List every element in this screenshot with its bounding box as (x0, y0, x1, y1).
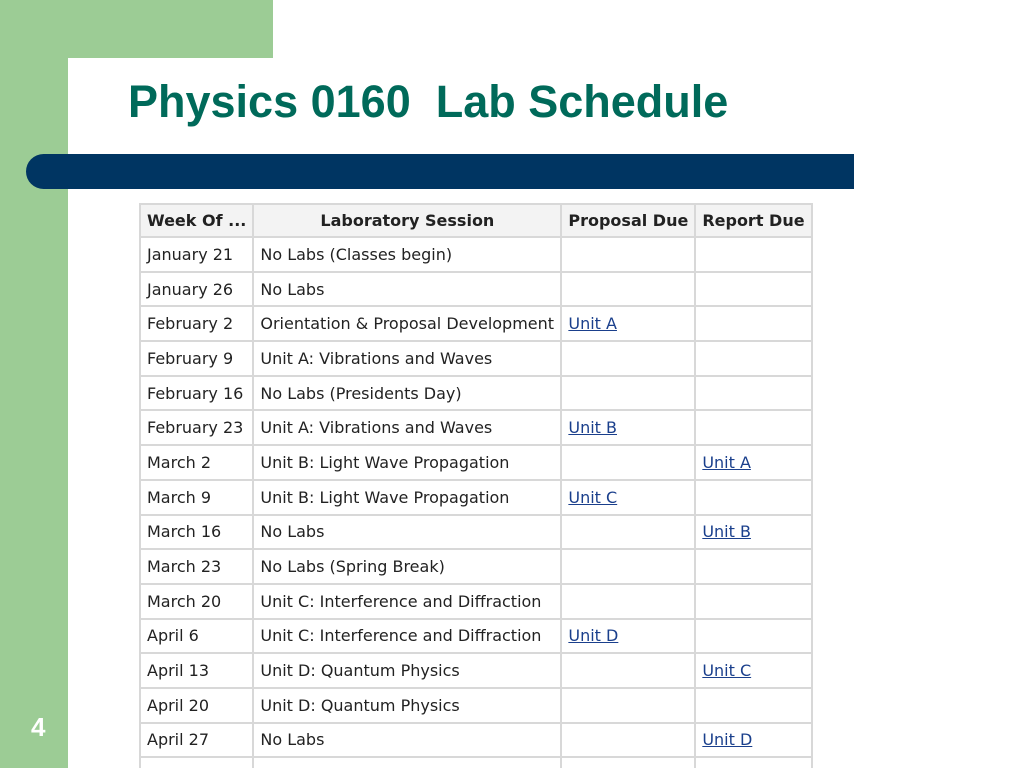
table-row (141, 724, 811, 757)
cell-proposal-due (562, 238, 694, 271)
table-row (141, 446, 811, 479)
cell-session: Unit C: Interference and Diffraction (254, 585, 560, 618)
cell-week: February 2 (141, 307, 252, 340)
cell-proposal-due (562, 516, 694, 549)
cell-report-due (696, 342, 810, 375)
cell-week: January 21 (141, 238, 252, 271)
cell-session: Unit B: Light Wave Propagation (254, 481, 560, 514)
table-row (141, 307, 811, 340)
cell-session: Unit A: Vibrations and Waves (254, 342, 560, 375)
cell-session: No Labs (Classes begin) (254, 238, 560, 271)
cell-session: Unit D: Quantum Physics (254, 654, 560, 687)
table-row (141, 550, 811, 583)
report-link[interactable]: Unit A (702, 452, 751, 472)
cell-session: Orientation & Proposal Development (254, 307, 560, 340)
cell-week: April 13 (141, 654, 252, 687)
cell-week: February 23 (141, 411, 252, 444)
cell-session: Unit D: Quantum Physics (254, 689, 560, 722)
table-row (141, 689, 811, 722)
table-row (141, 758, 811, 768)
cell-report-due (696, 689, 810, 722)
cell-proposal-due (562, 620, 694, 653)
table-row (141, 585, 811, 618)
cell-report-due (696, 238, 810, 271)
cell-proposal-due (562, 446, 694, 479)
top-accent-band (0, 0, 273, 58)
cell-week: March 16 (141, 516, 252, 549)
cell-report-due (696, 654, 810, 687)
slide-title: Physics 0160 Lab Schedule (128, 76, 729, 127)
cell-week: April 20 (141, 689, 252, 722)
cell-session: No Labs (Spring Break) (254, 550, 560, 583)
cell-week: March 20 (141, 585, 252, 618)
schedule-table-container (139, 203, 833, 768)
cell-session: No Labs (254, 273, 560, 306)
cell-session: No Labs (254, 724, 560, 757)
cell-proposal-due (562, 550, 694, 583)
proposal-link[interactable]: Unit A (568, 314, 617, 334)
table-row (141, 342, 811, 375)
schedule-table-body (141, 238, 811, 768)
cell-session: No Labs (Presidents Day) (254, 377, 560, 410)
cell-report-due (696, 550, 810, 583)
cell-proposal-due (562, 307, 694, 340)
cell-week (141, 758, 252, 768)
table-row (141, 411, 811, 444)
cell-report-due (696, 724, 810, 757)
schedule-table (139, 203, 813, 768)
table-row (141, 238, 811, 271)
column-header-session: Laboratory Session (254, 205, 560, 236)
cell-proposal-due (562, 273, 694, 306)
cell-proposal-due (562, 724, 694, 757)
report-link[interactable]: Unit B (702, 522, 751, 542)
cell-proposal-due (562, 342, 694, 375)
cell-report-due (696, 411, 810, 444)
table-row (141, 377, 811, 410)
cell-report-due (696, 273, 810, 306)
cell-proposal-due (562, 758, 694, 768)
cell-week: April 27 (141, 724, 252, 757)
cell-week: February 16 (141, 377, 252, 410)
cell-proposal-due (562, 377, 694, 410)
title-rule-bar (26, 154, 854, 189)
report-link[interactable]: Unit C (702, 661, 752, 681)
cell-report-due (696, 585, 810, 618)
table-row (141, 273, 811, 306)
table-row (141, 654, 811, 687)
report-link[interactable]: Unit D (702, 730, 753, 750)
left-accent-band (0, 0, 68, 768)
cell-week: March 9 (141, 481, 252, 514)
cell-session: Unit B: Light Wave Propagation (254, 446, 560, 479)
cell-proposal-due (562, 481, 694, 514)
cell-session: Unit A: Vibrations and Waves (254, 411, 560, 444)
cell-week: March 2 (141, 446, 252, 479)
cell-week: March 23 (141, 550, 252, 583)
proposal-link[interactable]: Unit D (568, 626, 619, 646)
cell-proposal-due (562, 585, 694, 618)
cell-proposal-due (562, 654, 694, 687)
cell-report-due (696, 516, 810, 549)
cell-report-due (696, 307, 810, 340)
cell-session (254, 758, 560, 768)
proposal-link[interactable]: Unit C (568, 487, 618, 507)
cell-proposal-due (562, 411, 694, 444)
column-header-report: Report Due (696, 205, 810, 236)
cell-report-due (696, 620, 810, 653)
cell-report-due (696, 481, 810, 514)
proposal-link[interactable]: Unit B (568, 418, 617, 438)
table-row (141, 516, 811, 549)
cell-report-due (696, 446, 810, 479)
cell-week: January 26 (141, 273, 252, 306)
cell-week: April 6 (141, 620, 252, 653)
column-header-proposal: Proposal Due (562, 205, 694, 236)
column-header-week: Week Of ... (141, 205, 252, 236)
page-number: 4 (31, 712, 46, 742)
cell-report-due (696, 377, 810, 410)
cell-week: February 9 (141, 342, 252, 375)
cell-session: No Labs (254, 516, 560, 549)
table-row (141, 481, 811, 514)
table-row (141, 620, 811, 653)
table-header-row (141, 205, 811, 236)
cell-report-due (696, 758, 810, 768)
cell-session: Unit C: Interference and Diffraction (254, 620, 560, 653)
cell-proposal-due (562, 689, 694, 722)
